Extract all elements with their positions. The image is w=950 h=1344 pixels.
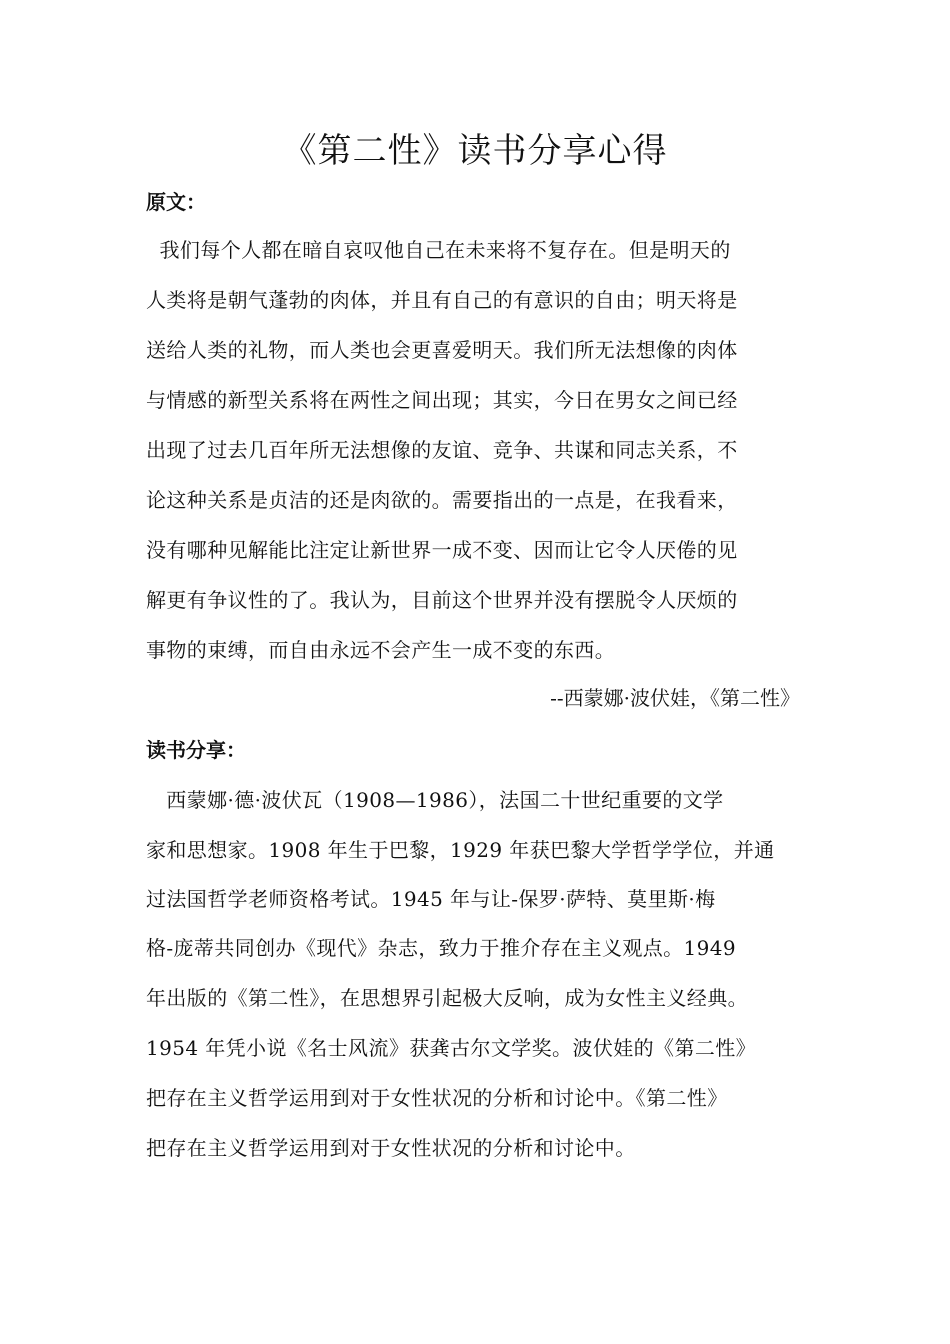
original-text-line: 与情感的新型关系将在两性之间出现；其实，今日在男女之间已经: [146, 388, 738, 412]
quote-attribution: --西蒙娜·波伏娃，《第二性》: [550, 686, 800, 710]
original-text-line: 解更有争议性的了。我认为，目前这个世界并没有摆脱令人厌烦的: [146, 588, 738, 612]
share-text-line: 年出版的《第二性》，在思想界引起极大反响，成为女性主义经典。: [146, 986, 748, 1010]
share-text-line: 格-庞蒂共同创办《现代》杂志，致力于推介存在主义观点。1949: [146, 936, 737, 960]
share-text-line: 过法国哲学老师资格考试。1945 年与让-保罗·萨特、莫里斯·梅: [146, 887, 716, 911]
share-text-line: 把存在主义哲学运用到对于女性状况的分析和讨论中。: [146, 1136, 636, 1160]
original-text-line: 事物的束缚，而自由永远不会产生一成不变的东西。: [146, 638, 616, 662]
original-text-line: 送给人类的礼物，而人类也会更喜爱明天。我们所无法想像的肉体: [146, 338, 738, 362]
original-text-line: 论这种关系是贞洁的还是肉欲的。需要指出的一点是，在我看来，: [146, 488, 738, 512]
original-text-line: 我们每个人都在暗自哀叹他自己在未来将不复存在。但是明天的: [146, 238, 731, 262]
original-text-line: 出现了过去几百年所无法想像的友谊、竞争、共谋和同志关系，不: [146, 438, 738, 462]
share-text-line: 1954 年凭小说《名士风流》获龚古尔文学奖。波伏娃的《第二性》: [146, 1036, 757, 1060]
share-text-line: 西蒙娜·德·波伏瓦（1908—1986），法国二十世纪重要的文学: [146, 788, 724, 812]
reading-share-heading: 读书分享：: [146, 738, 246, 762]
original-text-line: 人类将是朝气蓬勃的肉体，并且有自己的有意识的自由；明天将是: [146, 288, 738, 312]
document-title: 《第二性》读书分享心得: [282, 131, 668, 171]
share-text-line: 把存在主义哲学运用到对于女性状况的分析和讨论中。《第二性》: [146, 1086, 728, 1110]
original-text-line: 没有哪种见解能比注定让新世界一成不变、因而让它令人厌倦的见: [146, 538, 738, 562]
original-text-heading: 原文：: [146, 190, 206, 214]
share-text-line: 家和思想家。1908 年生于巴黎，1929 年获巴黎大学哲学学位，并通: [146, 838, 775, 862]
